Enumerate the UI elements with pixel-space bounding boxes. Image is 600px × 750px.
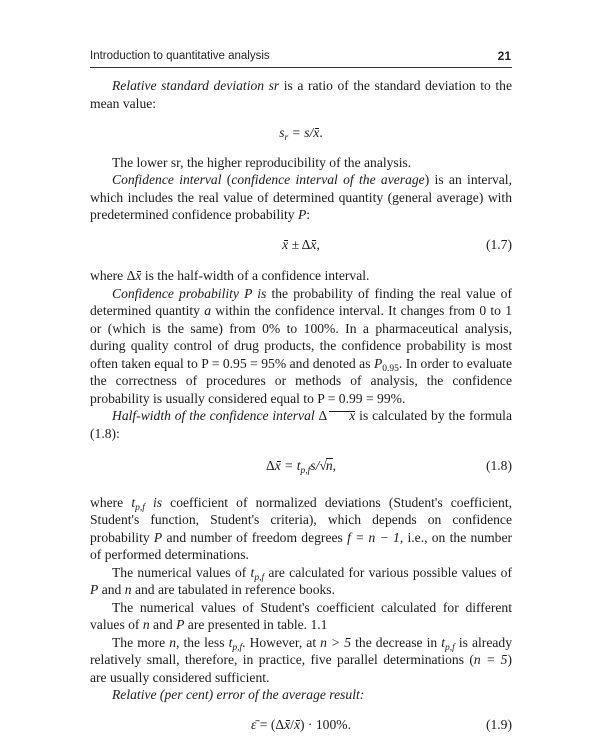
text: are calculated for various possible values of — [264, 564, 512, 580]
x-bar: x — [282, 236, 289, 252]
text: , the less — [175, 634, 229, 650]
paragraph-reproducibility: The lower sr, the higher reproducibility of the analysis. — [112, 154, 412, 170]
x-bar: x — [135, 268, 142, 283]
text: The more — [112, 634, 170, 650]
term-half-width: Half-width of the confidence interval — [112, 408, 315, 423]
equation-number: (1.8) — [485, 458, 512, 473]
text: is a ratio of the standard deviation to the mean value: — [90, 78, 512, 111]
paragraph-more-n — [90, 634, 512, 687]
value-p095: P = 0.95 = 95% — [201, 355, 287, 371]
paragraph-where-delta: where Δx is the half-width of a confidence interval. — [90, 268, 370, 283]
x-bar: x — [310, 236, 317, 252]
x-bar: x — [274, 458, 281, 473]
text: The numerical values of — [112, 564, 251, 580]
equation-1-9 — [90, 716, 512, 734]
eq-rest: = s/ — [288, 125, 314, 140]
eq-open: = (Δ — [256, 716, 285, 732]
text: ( — [221, 172, 232, 187]
text: . In order to evaluate the correctness of procedures or methods of analysis, the confidence probability is usually considered equal to — [90, 355, 512, 406]
term-confidence-probability: Confidence probability P is — [112, 285, 267, 301]
text: ) are usually considered sufficient. — [90, 652, 512, 685]
paragraph-confidence-interval — [90, 171, 512, 224]
x-bar: x — [293, 716, 300, 732]
eq-pm: ± Δ — [288, 236, 311, 252]
text: and — [98, 582, 125, 597]
text: are presented in table. 1.1 — [184, 617, 328, 632]
eq-close: ) · 100%. — [300, 716, 351, 732]
freedom-degrees: f = n − 1 — [347, 529, 400, 545]
eq-slash: / — [290, 716, 294, 732]
text: and are tabulated in reference books. — [131, 582, 335, 597]
condition-n-gt-5: n > 5 — [320, 634, 352, 650]
eq-epsilon: ε̄ — [251, 716, 257, 732]
var-n: n — [142, 617, 150, 632]
sub-pf: p,f — [445, 642, 455, 653]
sub-095: 0.95 — [382, 363, 399, 374]
body-text — [90, 77, 512, 747]
var-t: t — [131, 494, 136, 510]
paragraph-confidence-probability — [90, 285, 512, 408]
text: is calculated by the formula (1.8): — [90, 408, 512, 441]
text: is — [144, 494, 163, 510]
equation-number: (1.7) — [485, 236, 512, 252]
header-rule — [90, 67, 512, 68]
text: is the half-width of a confidence interval. — [144, 268, 370, 283]
var-P: P — [153, 529, 163, 545]
text: and number of freedom degrees — [162, 529, 348, 545]
text: : — [306, 207, 311, 222]
equation-1-8 — [90, 457, 512, 475]
sub-pf: p,f — [254, 572, 265, 583]
text: and — [149, 617, 177, 632]
text: The numerical values of Student's coefficient calculated for different values of — [90, 599, 512, 632]
text: is already relatively small, therefore, in practice, five parallel determinations ( — [90, 634, 512, 667]
text: the decrease in — [351, 634, 442, 650]
text: . — [401, 390, 406, 406]
page-number: 21 — [497, 49, 511, 63]
eq-n: n — [325, 458, 333, 473]
delta-symbol: Δ — [318, 408, 328, 423]
equation-sr: $s_r = s/x$. — [279, 125, 323, 143]
term-sr: Relative standard deviation sr — [112, 78, 280, 93]
eq-sub: p,f — [300, 466, 311, 476]
header-title: Introduction to quantitative analysis — [90, 50, 270, 62]
var-P: P — [176, 617, 185, 632]
text: coefficient of normalized deviations (Student's coefficient, Student's function, Student's criteria), which depends on confidence probability — [90, 494, 513, 545]
paragraph-numerical-values — [90, 564, 512, 599]
text: , i.e., on the number of performed determinations. — [90, 529, 513, 562]
term-confidence-interval: Confidence interval — [112, 172, 222, 187]
sub-pf: p,f — [232, 642, 243, 653]
n-equals-5: n = 5 — [473, 652, 508, 667]
text: . However, at — [242, 634, 321, 650]
value-p099: P = 0.99 = 99% — [317, 390, 402, 406]
var-P: P — [90, 582, 99, 597]
paragraph-table-reference — [90, 599, 512, 634]
var-t: t — [228, 634, 233, 650]
eq-r: r — [284, 133, 289, 143]
text: the probability of finding the real value of determined quantity — [90, 285, 512, 318]
text: within the confidence interval. It changes from 0 to 1 or (which is the same) from 0% to 100%. In a pharmaceutical analysis, during quality control of drug products, the confidence probability is most often taken equal to — [90, 303, 512, 371]
running-header — [90, 50, 512, 68]
eq-tail: , — [316, 236, 320, 252]
text: and denoted as — [286, 355, 374, 371]
delta-symbol: Δ — [126, 268, 136, 283]
paragraph-half-width — [90, 407, 512, 442]
eq-s-sqrt: s/√ — [310, 458, 327, 473]
var-n: n — [124, 582, 132, 597]
paragraph-relative-error — [90, 686, 512, 704]
eq-delta: Δ — [265, 458, 275, 473]
text: where — [90, 494, 132, 510]
term-relative-error: Relative (per cent) error of the average result: — [112, 687, 365, 702]
var-P: P — [297, 207, 307, 222]
eq-s: s — [279, 125, 285, 140]
equation-number: (1.9) — [485, 716, 512, 732]
var-t: t — [250, 564, 255, 580]
var-n: n — [169, 634, 176, 650]
paragraph-sr-definition — [90, 77, 512, 112]
eq-tail: , — [332, 458, 337, 473]
x-bar: x — [327, 407, 355, 425]
paragraph-student-coefficient — [90, 494, 512, 564]
var-t: t — [441, 634, 446, 650]
x-bar: x — [284, 716, 291, 732]
term-average: confidence interval of the average — [231, 172, 425, 187]
text: ) is an interval, which includes the real value of determined quantity (general average) with predetermined confidence probability — [90, 172, 512, 222]
var-P: P — [373, 355, 383, 371]
sub-pf: p,f — [135, 502, 145, 513]
var-a: a — [204, 303, 211, 318]
eq-t: = t — [280, 458, 301, 473]
x-bar: x — [313, 125, 320, 140]
equation-1-7 — [90, 236, 512, 254]
